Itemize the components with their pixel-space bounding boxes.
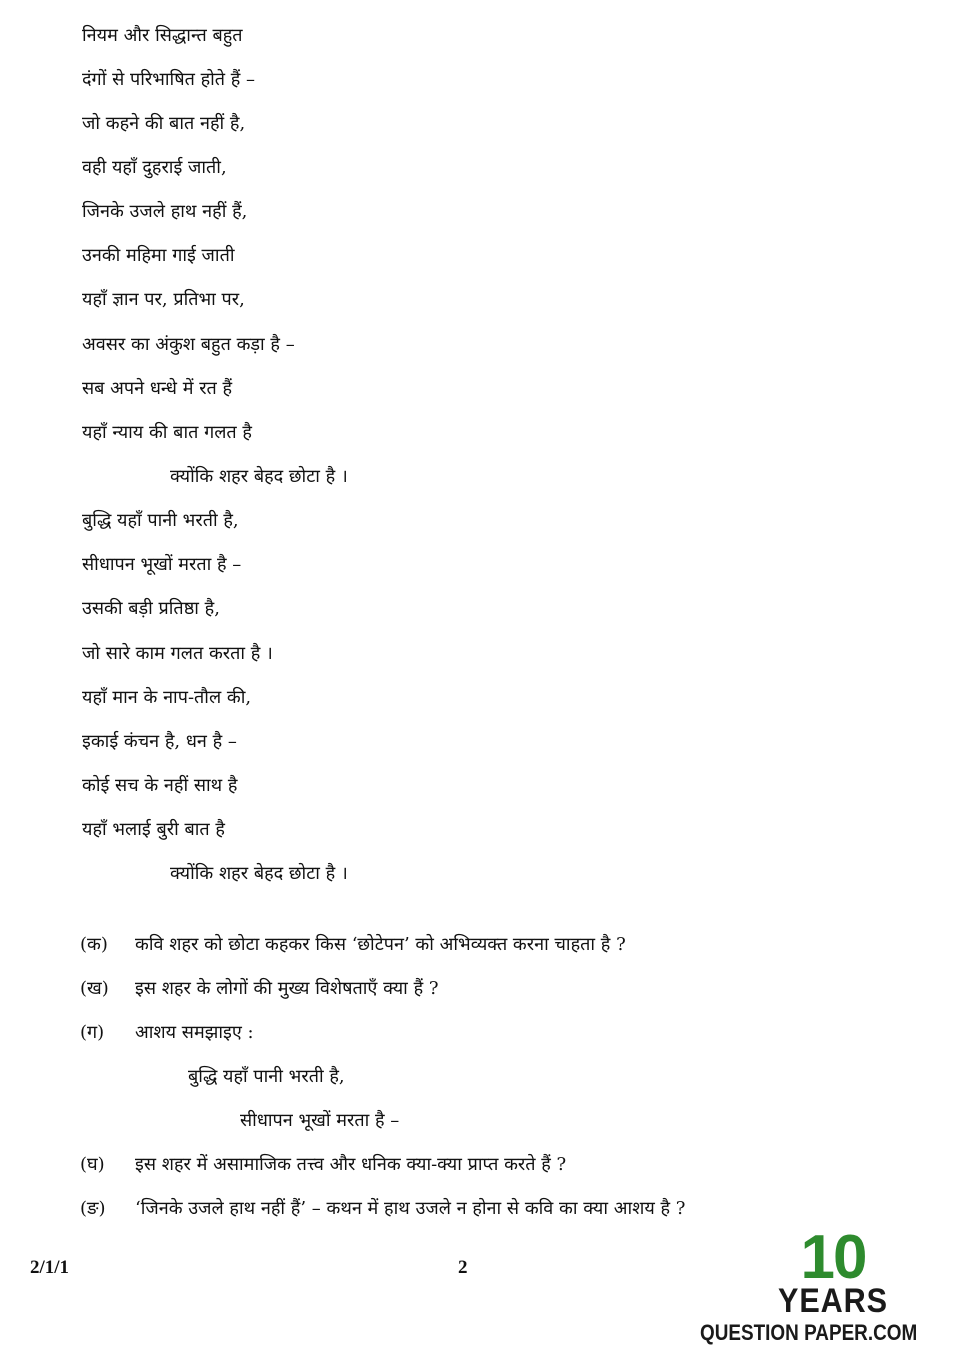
poem-line: जो सारे काम गलत करता है । (82, 643, 273, 664)
question-label: (ख) (80, 978, 109, 999)
poem-line: यहाँ न्याय की बात गलत है (82, 422, 252, 443)
poem-line: उसकी बड़ी प्रतिष्ठा है, (82, 598, 220, 619)
question-text: कवि शहर को छोटा कहकर किस ‘छोटेपन’ को अभिव्यक्त करना चाहता है ? (135, 934, 626, 955)
poem-line: नियम और सिद्धान्त बहुत (82, 25, 243, 46)
poem-refrain: क्योंकि शहर बेहद छोटा है । (170, 466, 348, 487)
question-label: (ग) (80, 1022, 105, 1043)
question-text: इस शहर में असामाजिक तत्त्व और धनिक क्या-क्या प्राप्त करते हैं ? (135, 1154, 567, 1175)
poem-line: बुद्धि यहाँ पानी भरती है, (82, 510, 239, 531)
quoted-line: बुद्धि यहाँ पानी भरती है, (188, 1066, 345, 1087)
page-number: 2 (458, 1257, 468, 1278)
poem-line: सब अपने धन्धे में रत हैं (82, 378, 233, 399)
poem-line: वही यहाँ दुहराई जाती, (82, 157, 227, 178)
poem-line: सीधापन भूखों मरता है – (82, 554, 242, 575)
question-label: (क) (80, 934, 108, 955)
site-logo (700, 1223, 945, 1350)
poem-line: कोई सच के नहीं साथ है (82, 775, 238, 796)
logo-number: 10 (800, 1223, 866, 1292)
poem-line: दंगों से परिभाषित होते हैं – (82, 69, 256, 90)
poem-line: यहाँ ज्ञान पर, प्रतिभा पर, (82, 289, 245, 310)
poem-line: यहाँ मान के नाप-तौल की, (82, 687, 252, 708)
poem-line: इकाई कंचन है, धन है – (82, 731, 237, 752)
question-text: आशय समझाइए : (135, 1022, 254, 1043)
poem-refrain: क्योंकि शहर बेहद छोटा है । (170, 863, 348, 884)
question-text: ‘जिनके उजले हाथ नहीं हैं’ – कथन में हाथ उजले न होना से कवि का क्या आशय है ? (135, 1198, 686, 1219)
poem-line: जिनके उजले हाथ नहीं हैं, (82, 201, 248, 222)
logo-word: YEARS (778, 1282, 888, 1320)
question-text: इस शहर के लोगों की मुख्य विशेषताएँ क्या हैं ? (135, 978, 439, 999)
poem-line: अवसर का अंकुश बहुत कड़ा है – (82, 334, 295, 355)
paper-code: 2/1/1 (30, 1257, 70, 1278)
poem-line: जो कहने की बात नहीं है, (82, 113, 246, 134)
poem-line: उनकी महिमा गाई जाती (82, 245, 235, 266)
question-label: (ङ) (80, 1198, 106, 1219)
logo-site-name: QUESTION PAPER.COM (700, 1320, 918, 1345)
poem-line: यहाँ भलाई बुरी बात है (82, 819, 225, 840)
question-label: (घ) (80, 1154, 105, 1175)
quoted-line: सीधापन भूखों मरता है – (240, 1110, 400, 1131)
